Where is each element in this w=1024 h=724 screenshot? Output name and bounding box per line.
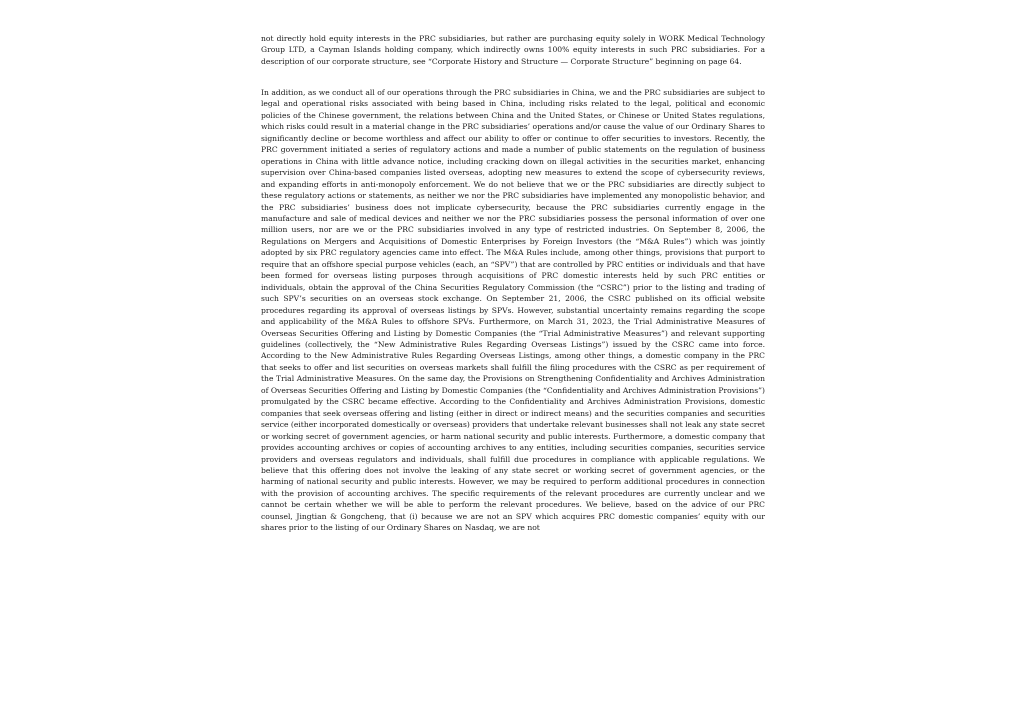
paragraph-regulatory-risks: In addition, as we conduct all of our operations through the PRC subsidiaries in China, we and the PRC subsidiaries are subject to legal and operational risks associated with being based in China, including risks related to the legal, political and economic policies of the Chinese government, the relations between China and the United States, or Chinese or United States regulations, which risks could result in a material change in the PRC subsidiaries’ operations and/or cause the value of our Ordinary Shares to significantly decline or become worthless and affect our ability to offer or continue to offer securities to investors. Recently, the PRC government initiated a series of regulatory actions and made a number of public statements on the regulation of business operations in China with little advance notice, including cracking down on illegal activities in the securities market, enhancing supervision over China-based companies listed overseas, adopting new measures to extend the scope of cybersecurity reviews, and expanding efforts in anti-monopoly enforcement. We do not believe that we or the PRC subsidiaries are directly subject to these regulatory actions or statements, as neither we nor the PRC subsidiaries have implemented any monopolistic behavior, and the PRC subsidiaries’ business does not implicate cybersecurity, because the PRC subsidiaries currently engage in the manufacture and sale of medical devices and neither we nor the PRC subsidiaries possess the personal information of over one million users, nor are we or the PRC subsidiaries involved in any type of restricted industries. On September 8, 2006, the Regulations on Mergers and Acquisitions of Domestic Enterprises by Foreign Investors (the “M&A Rules”) which was jointly adopted by six PRC regulatory agencies came into effect. The M&A Rules include, among other things, provisions that purport to require that an offshore special purpose vehicles (each, an “SPV”) that are controlled by PRC entities or individuals and that have been formed for overseas listing purposes through acquisitions of PRC domestic interests held by such PRC entities or individuals, obtain the approval of the China Securities Regulatory Commission (the “CSRC”) prior to the listing and trading of such SPV’s securities on an overseas stock exchange. On September 21, 2006, the CSRC published on its official website procedures regarding its approval of overseas listings by SPVs. However, substantial uncertainty remains regarding the scope and applicability of the M&A Rules to offshore SPVs. Furthermore, on March 31, 2023, the Trial Administrative Measures of Overseas Securities Offering and Listing by Domestic Companies (the “Trial Administrative Measures”) and relevant supporting guidelines (collectively, the “New Administrative Rules Regarding Overseas Listings”) issued by the CSRC came into force. According to the New Administrative Rules Regarding Overseas Listings, among other things, a domestic company in the PRC that seeks to offer and list securities on overseas markets shall fulfill the filing procedures with the CSRC as per requirement of the Trial Administrative Measures. On the same day, the Provisions on Strengthening Confidentiality and Archives Administration of Overseas Securities Offering and Listing by Domestic Companies (the “Confidentiality and Archives Administration Provisions”) promulgated by the CSRC became effective. According to the Confidentiality and Archives Administration Provisions, domestic companies that seek overseas offering and listing (either in direct or indirect means) and the securities companies and securities service (either incorporated domestically or overseas) providers that undertake relevant businesses shall not leak any state secret or working secret of government agencies, or harm national security and public interests. Furthermore, a domestic company that provides accounting archives or copies of accounting archives to any entities, including securities companies, securities service providers and overseas regulators and individuals, shall fulfill due procedures in compliance with applicable regulations. We believe that this offering does not involve the leaking of any state secret or working secret of government agencies, or the harming of national security and public interests. However, we may be required to perform additional procedures in connection with the provision of accounting archives. The specific requirements of the relevant procedures are currently unclear and we cannot be certain whether we will be able to perform the relevant procedures. We believe, based on the advice of our PRC counsel, Jingtian & Gongcheng, that (i) because we are not an SPV which acquires PRC domestic companies’ equity with our shares prior to the listing of our Ordinary Shares on Nasdaq, we are not bbox=[261, 88, 765, 533]
paragraph-corporate-structure: not directly hold equity interests in the PRC subsidiaries, but rather are purchasing equity solely in WORK Medical Technology Group LTD, a Cayman Islands holding company, which indirectly owns 100% equity interests in such PRC subsidiaries. For a description of our corporate structure, see “Corporate History and Structure — Corporate Structure” beginning on page 64. bbox=[261, 34, 765, 66]
